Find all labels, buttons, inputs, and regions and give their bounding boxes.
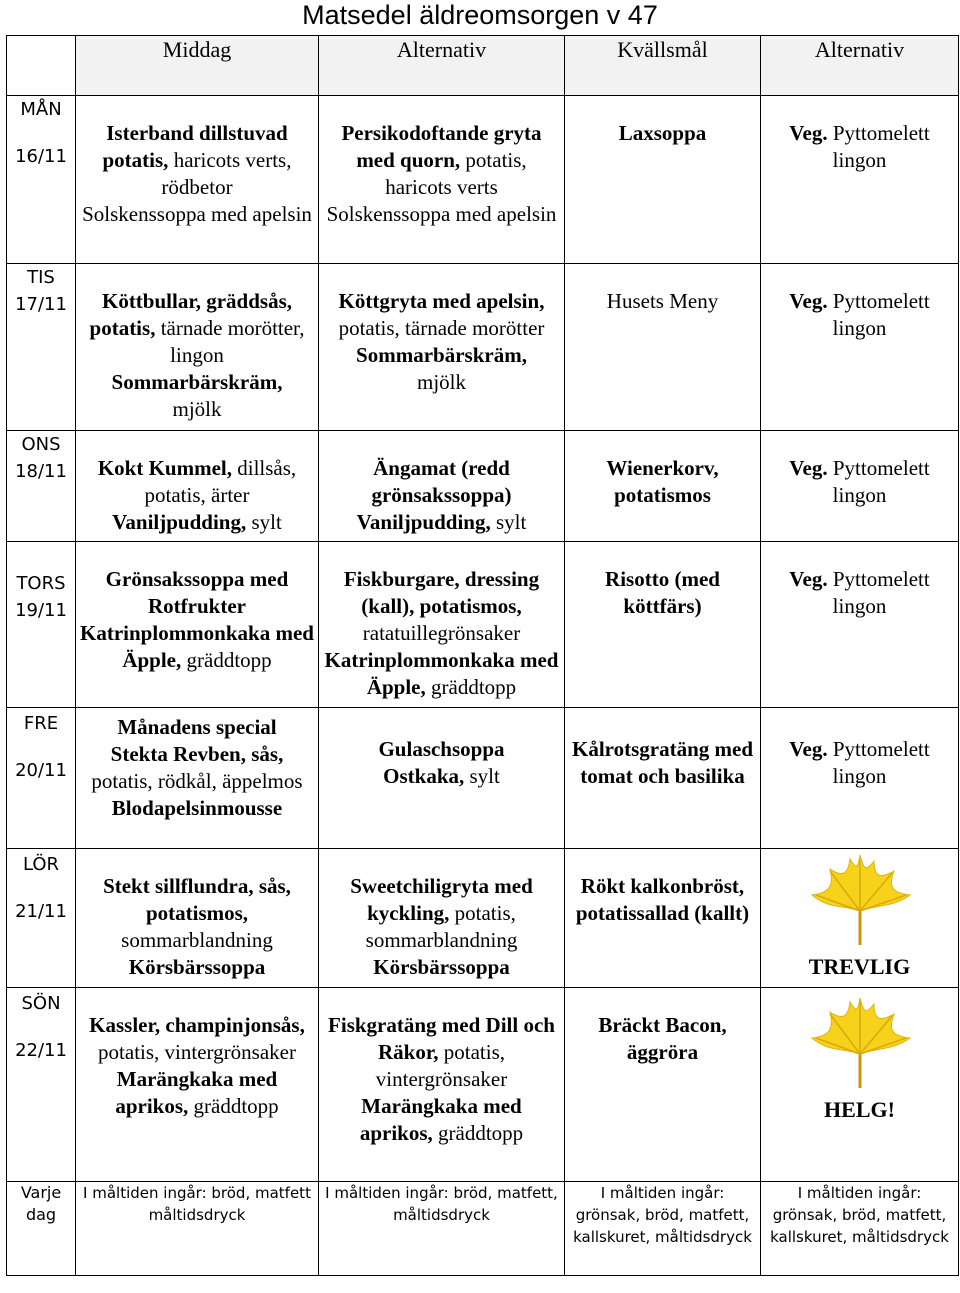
dish-text: potatis, haricots verts xyxy=(385,148,527,199)
dish-text: lingon xyxy=(832,483,887,507)
middag-cell xyxy=(76,988,319,1182)
day-cell xyxy=(7,1182,76,1276)
day-date: 21/11 xyxy=(15,901,67,922)
day-name: SÖN xyxy=(21,993,61,1014)
dessert-text: Körsbärssoppa xyxy=(128,955,266,979)
dish-text: Stekta Revben, sås, xyxy=(110,742,284,766)
dish-text: tärnade morötter, xyxy=(155,316,305,340)
dessert-text: Ostkaka, xyxy=(383,764,465,788)
day-date: 20/11 xyxy=(15,760,67,781)
dish-text: lingon xyxy=(832,594,887,618)
day-name: LÖR xyxy=(22,854,60,875)
dish-text: Veg. xyxy=(789,567,828,591)
alternativ-cell xyxy=(319,431,565,542)
kvallsmal-cell xyxy=(565,264,761,431)
dish-text: Fiskburgare, dressing (kall), potatismos, xyxy=(343,567,540,618)
kvallsmal-cell xyxy=(565,988,761,1182)
day-date: 22/11 xyxy=(15,1040,67,1061)
dessert-text: sylt xyxy=(246,510,282,534)
middag-cell xyxy=(76,96,319,264)
row-wed xyxy=(7,431,959,542)
middag-cell xyxy=(76,542,319,708)
kvallsmal-info-cell: I måltiden ingår: grönsak, bröd, matfett, kallskuret, måltidsdryck xyxy=(565,1182,761,1276)
kvall-alternativ-cell xyxy=(761,542,959,708)
header-middag: Middag xyxy=(76,36,319,96)
dish-text: Veg. xyxy=(789,121,828,145)
dessert-text: Körsbärssoppa xyxy=(373,955,510,979)
dish-text: Pyttomelett xyxy=(827,567,930,591)
dessert-text: sylt xyxy=(490,510,527,534)
day-name: Varje xyxy=(20,1183,62,1202)
dessert-text: Blodapelsinmousse xyxy=(111,796,283,820)
alternativ-info-cell: I måltiden ingår: bröd, matfett, måltidsdryck xyxy=(319,1182,565,1276)
day-name: ONS xyxy=(21,434,61,455)
dessert-text: Katrinplommonkaka med Äpple, xyxy=(80,621,314,672)
alternativ-cell xyxy=(319,708,565,849)
kvallsmal-cell xyxy=(565,542,761,708)
day-cell xyxy=(7,264,76,431)
row-fri xyxy=(7,708,959,849)
dish-text: Veg. xyxy=(789,456,828,480)
kvall-alternativ-cell xyxy=(761,431,959,542)
dessert-text: Solskenssoppa med apelsin xyxy=(82,202,312,226)
day-date: 19/11 xyxy=(15,600,67,621)
day-name: FRE xyxy=(23,713,59,734)
kvallsmal-cell xyxy=(565,431,761,542)
day-cell xyxy=(7,708,76,849)
dish-text: potatis, vintergrönsaker xyxy=(98,1040,296,1064)
dessert-text: Sommarbärskräm, xyxy=(356,343,527,367)
dish-text: Kålrotsgratäng med tomat och basilika xyxy=(571,737,753,788)
middag-cell xyxy=(76,264,319,431)
alternativ-cell xyxy=(319,849,565,988)
weekend-greeting: TREVLIG xyxy=(808,954,911,979)
alternativ-cell xyxy=(319,542,565,708)
dish-text: lingon xyxy=(832,316,887,340)
dish-text: sommarblandning xyxy=(121,928,273,952)
row-tue xyxy=(7,264,959,431)
corner-cell xyxy=(7,36,76,96)
page-title: Matsedel äldreomsorgen v 47 xyxy=(302,0,658,30)
alternativ-cell xyxy=(319,264,565,431)
dish-text: Veg. xyxy=(789,737,828,761)
dish-text: Persikodoftande gryta med quorn, xyxy=(341,121,542,172)
dish-text: Fiskgratäng med Dill och Räkor, xyxy=(328,1013,555,1064)
middag-cell xyxy=(76,431,319,542)
dessert-text: sylt xyxy=(464,764,500,788)
dish-text: Kokt Kummel, xyxy=(97,456,232,480)
dish-text: Bräckt Bacon, äggröra xyxy=(598,1013,727,1064)
day-cell xyxy=(7,542,76,708)
dish-text: Pyttomelett xyxy=(827,121,930,145)
kvall-alternativ-info-cell: I måltiden ingår: grönsak, bröd, matfett, kallskuret, måltidsdryck xyxy=(761,1182,959,1276)
kvall-alternativ-cell xyxy=(761,988,959,1182)
dish-text: lingon xyxy=(832,148,887,172)
kvallsmal-cell xyxy=(565,96,761,264)
kvallsmal-cell xyxy=(565,708,761,849)
dish-text: potatis, ärter xyxy=(144,483,250,507)
dessert-text: Vaniljpudding, xyxy=(112,510,247,534)
dish-text: Wienerkorv, potatismos xyxy=(606,456,719,507)
dessert-text: Marängkaka med aprikos, xyxy=(115,1067,278,1118)
middag-cell xyxy=(76,708,319,849)
dish-text: Stekt sillflundra, sås, potatismos, xyxy=(103,874,291,925)
dish-text: potatis, vintergrönsaker xyxy=(375,1040,508,1091)
dessert-text: Katrinplommonkaka med Äpple, xyxy=(324,648,559,699)
dish-text: Grönsakssoppa med Rotfrukter xyxy=(105,567,289,618)
dessert-text: gräddtopp xyxy=(425,675,517,699)
day-date: 16/11 xyxy=(15,146,67,167)
alternativ-cell xyxy=(319,96,565,264)
weekend-greeting: HELG! xyxy=(824,1097,895,1122)
day-date: 17/11 xyxy=(15,294,67,315)
dish-text: Husets Meny xyxy=(606,289,719,313)
row-sun xyxy=(7,988,959,1182)
dish-text: haricots verts, rödbetor xyxy=(161,148,292,199)
day-name: dag xyxy=(25,1205,57,1224)
row-sat xyxy=(7,849,959,988)
dish-text: potatis, tärnade morötter xyxy=(338,316,545,340)
row-thu xyxy=(7,542,959,708)
middag-cell xyxy=(76,849,319,988)
dish-text: Köttbullar, gräddsås, potatis, xyxy=(89,289,292,340)
dish-text: Köttgryta med apelsin, xyxy=(338,289,545,313)
kvall-alternativ-cell xyxy=(761,849,959,988)
day-date: 18/11 xyxy=(15,461,67,482)
dessert-text: Vaniljpudding, xyxy=(356,510,491,534)
kvall-alternativ-cell xyxy=(761,264,959,431)
dish-text: Risotto (med köttfärs) xyxy=(605,567,720,618)
row-mon xyxy=(7,96,959,264)
day-cell xyxy=(7,96,76,264)
dish-text: Pyttomelett xyxy=(827,289,930,313)
kvallsmal-cell xyxy=(565,849,761,988)
day-name: MÅN xyxy=(20,99,62,120)
header-row xyxy=(7,36,959,96)
dish-text: dillsås, xyxy=(232,456,297,480)
dish-text: Pyttomelett xyxy=(827,737,930,761)
dish-text: Isterband dillstuvad xyxy=(106,121,288,145)
dessert-text: gräddtopp xyxy=(181,648,272,672)
dish-text: Veg. xyxy=(789,289,828,313)
alternativ-cell xyxy=(319,988,565,1182)
dish-text: Ängamat (redd grönsakssoppa) xyxy=(371,456,512,507)
kvall-alternativ-cell xyxy=(761,96,959,264)
dessert-text: mjölk xyxy=(416,370,466,394)
kvall-alternativ-cell xyxy=(761,708,959,849)
dish-text: lingon xyxy=(170,343,224,367)
dessert-text: Sommarbärskräm, xyxy=(111,370,283,394)
day-cell xyxy=(7,849,76,988)
day-name: TIS xyxy=(27,267,55,288)
yellow-leaf-icon xyxy=(804,992,916,1096)
dish-text: Pyttomelett xyxy=(827,456,930,480)
dessert-text: gräddtopp xyxy=(188,1094,279,1118)
row-every-day xyxy=(7,1182,959,1276)
header-alternativ-kvall: Alternativ xyxy=(761,36,959,96)
dessert-text: Marängkaka med aprikos, xyxy=(359,1094,522,1145)
day-cell xyxy=(7,988,76,1182)
dish-text: potatis, xyxy=(102,148,169,172)
day-cell xyxy=(7,431,76,542)
middag-info-cell: I måltiden ingår: bröd, matfett måltidsdryck xyxy=(76,1182,319,1276)
dish-text: Gulaschsoppa xyxy=(378,737,505,761)
dish-text: Kassler, champinjonsås, xyxy=(89,1013,305,1037)
header-kvallsmal: Kvällsmål xyxy=(565,36,761,96)
dessert-text: gräddtopp xyxy=(432,1121,524,1145)
dish-text: Månadens special xyxy=(117,715,277,739)
yellow-leaf-icon xyxy=(804,849,916,953)
dish-text: potatis, sommarblandning xyxy=(365,901,518,952)
dessert-text: Solskenssoppa med apelsin xyxy=(326,202,557,226)
dish-text: Rökt kalkonbröst, potatissallad (kallt) xyxy=(575,874,750,925)
day-name: TORS xyxy=(16,573,66,594)
dish-text: Laxsoppa xyxy=(618,121,707,145)
dish-text: lingon xyxy=(832,764,887,788)
dish-text: potatis, rödkål, äppelmos xyxy=(91,769,303,793)
header-alternativ: Alternativ xyxy=(319,36,565,96)
menu-table xyxy=(6,35,959,1276)
dish-text: ratatuillegrönsaker xyxy=(362,621,521,645)
dish-text: Sweetchiligryta med kyckling, xyxy=(350,874,533,925)
dessert-text: mjölk xyxy=(172,397,222,421)
